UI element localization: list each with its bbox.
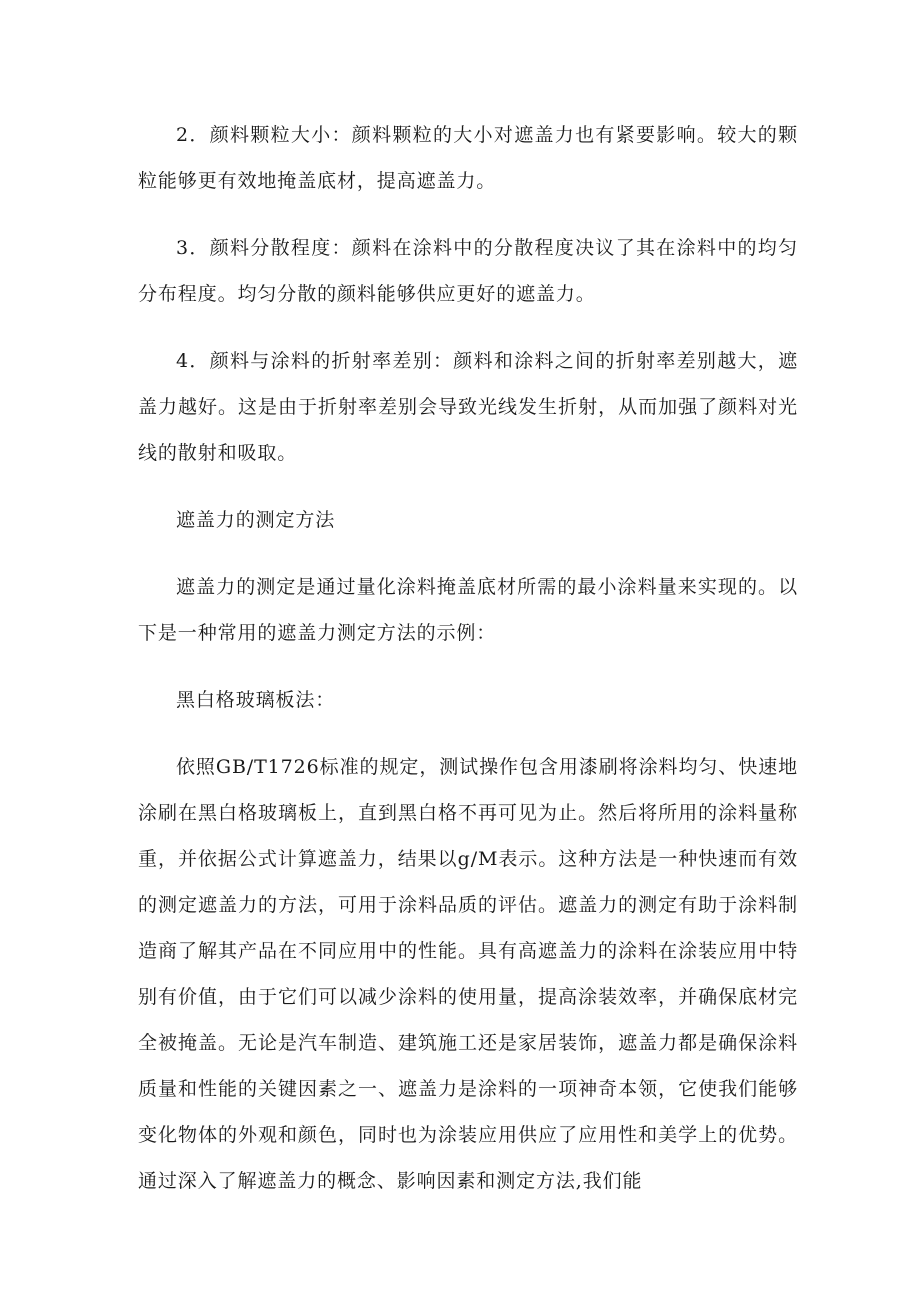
paragraph-refractive-index: 4．颜料与涂料的折射率差别：颜料和涂料之间的折射率差别越大，遮盖力越好。这是由于折射率差别会导致光线发生折射，从而加强了颜料对光线的散射和吸取。 [138,350,798,464]
paragraph-measurement-intro: 遮盖力的测定是通过量化涂料掩盖底材所需的最小涂料量来实现的。以下是一种常用的遮盖力测定方法的示例： [138,576,798,644]
paragraph-pigment-particle-size: 2．颜料颗粒大小：颜料颗粒的大小对遮盖力也有紧要影响。较大的颗粒能够更有效地掩盖底材，提高遮盖力。 [138,124,798,192]
paragraph-pigment-dispersion: 3．颜料分散程度：颜料在涂料中的分散程度决议了其在涂料中的均匀分布程度。均匀分散的颜料能够供应更好的遮盖力。 [138,237,798,305]
paragraph-method-description: 依照GB/T1726标准的规定，测试操作包含用漆刷将涂料均匀、快速地涂刷在黑白格玻璃板上，直到黑白格不再可见为止。然后将所用的涂料量称重，并依据公式计算遮盖力，结果以g/M表示。这种方法是一种快速而有效的测定遮盖力的方法，可用于涂料品质的评估。遮盖力的测定有助于涂料制造商了解其产品在不同应用中的性能。具有高遮盖力的涂料在涂装应用中特别有价值，由于它们可以减少涂料的使用量，提高涂装效率，并确保底材完全被掩盖。无论是汽车制造、建筑施工还是家居装饰，遮盖力都是确保涂料质量和性能的关键因素之一、遮盖力是涂料的一项神奇本领，它使我们能够变化物体的外观和颜色，同时也为涂装应用供应了应用性和美学上的优势。通过深入了解遮盖力的概念、影响因素和测定方法,我们能 [138,756,798,1192]
document-body [138,112,798,1225]
section-heading-measurement-method: 遮盖力的测定方法 [176,509,336,531]
subheading-black-white-glass-method: 黑白格玻璃板法： [176,689,336,711]
